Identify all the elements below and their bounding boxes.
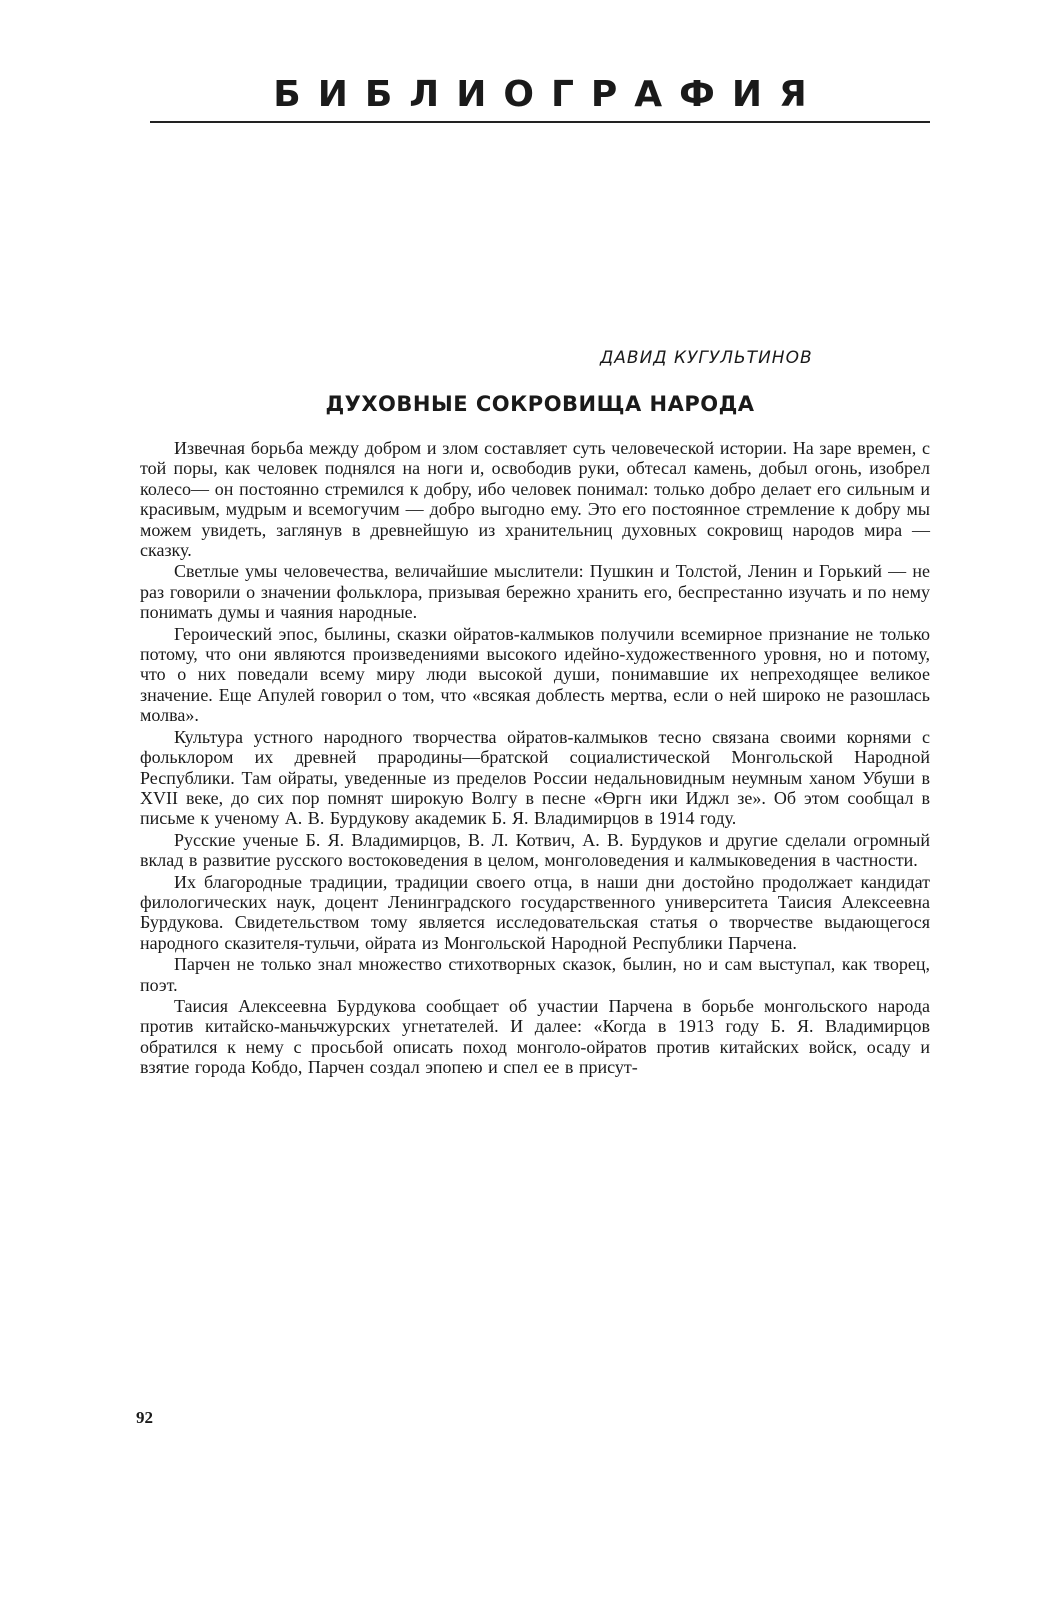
paragraph: Извечная борьба между добром и злом составляет суть человеческой истории. На заре времен, с той поры, как человек поднялся на ноги и, освободив руки, обтесал камень, добыл огонь, изобрел колесо— он постоянно стремился к добру, ибо человек понимал: только добро делает его сильным и красивым, мудрым и всемогучим — добро выгодно ему. Это его постоянное стремление к добру мы можем увидеть, заглянув в древнейшую из хранительниц духовных сокровищ народов мира — сказку. (140, 438, 930, 561)
section-title: БИБЛИОГРАФИЯ (273, 74, 824, 115)
paragraph: Их благородные традиции, традиции своего отца, в наши дни достойно продолжает кандидат филологических наук, доцент Ленинградского государственного университета Таисия Алексеевна Бурдукова. Свидетельством тому является исследовательская статья о творчестве выдающегося народного сказителя-тульчи, ойрата из Монгольской Народной Республики Парчена. (140, 871, 930, 953)
paragraph: Культура устного народного творчества ойратов-калмыков тесно связана своими корнями с фольклором их древней прародины—братской социалистической Монгольской Народной Республики. Там ойраты, уведенные из пределов России недальновидным неумным ханом Убуши в XVII веке, до сих пор помнят широкую Волгу в песне «Өргн ики Иджл зе». Об этом сообщал в письме к ученому А. В. Бурдукову академик Б. Я. Владимирцов в 1914 году. (140, 726, 930, 829)
paragraph: Парчен не только знал множество стихотворных сказок, былин, но и сам выступал, как творец, поэт. (140, 954, 930, 995)
article-author: ДАВИД КУГУЛЬТИНОВ (600, 348, 813, 368)
paragraph: Светлые умы человечества, величайшие мыслители: Пушкин и Толстой, Ленин и Горький — не раз говорили о значении фольклора, призывая бережно хранить его, беспрестанно изучать и по нему понимать думы и чаяния народные. (140, 561, 930, 623)
paragraph: Русские ученые Б. Я. Владимирцов, В. Л. Котвич, А. В. Бурдуков и другие сделали огромный вклад в развитие русского востоковедения в целом, монголоведения и калмыковедения в частности. (140, 829, 930, 871)
paragraph: Героический эпос, былины, сказки ойратов-калмыков получили всемирное признание не только потому, что они являются произведениями высокого идейно-художественного уровня, но и потому, что о них поведали всему миру люди высокой души, понимавшие их непреходящее великое значение. Еще Апулей говорил о том, что «всякая доблесть мертва, если о ней широко не разошлась молва». (140, 623, 930, 726)
section-header (150, 72, 930, 118)
article-body (140, 438, 930, 1078)
paragraph: Таисия Алексеевна Бурдукова сообщает об участии Парчена в борьбе монгольского народа против китайско-маньчжурских угнетателей. И далее: «Когда в 1913 году Б. Я. Владимирцов обратился к нему с просьбой описать поход монголо-ойратов против китайских войск, осаду и взятие города Кобдо, Парчен создал эпопею и спел ее в присут- (140, 995, 930, 1078)
article-title: ДУХОВНЫЕ СОКРОВИЩА НАРОДА (325, 392, 755, 416)
page-number: 92 (136, 1408, 153, 1427)
header-rule (150, 121, 930, 123)
